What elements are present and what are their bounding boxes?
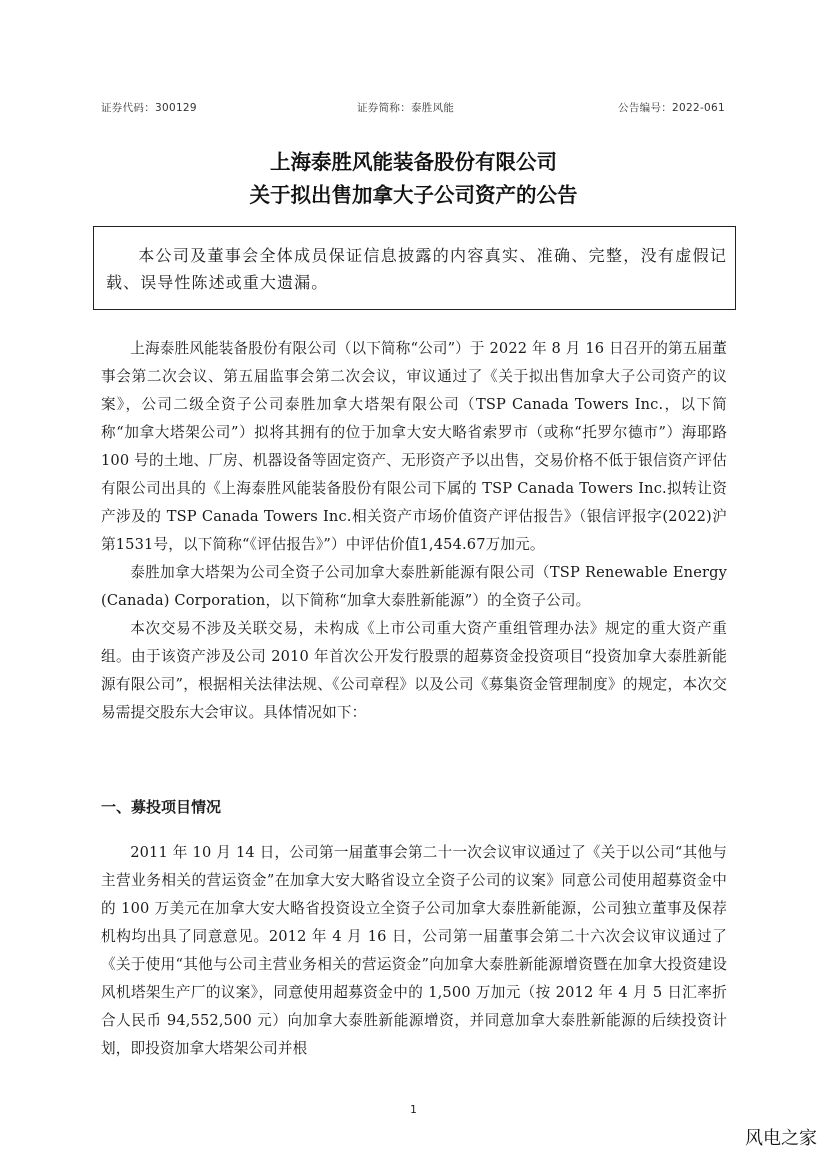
watermark: 风电之家	[745, 1128, 817, 1149]
paragraph: 2011 年 10 月 14 日，公司第一届董事会第二十一次会议审议通过了《关于以公司“其他与主营业务相关的营运资金”在加拿大安大略省设立全资子公司的议案》同意公司使用超募资金中的 100 万美元在加拿大安大略省投资设立全资子公司加拿大泰胜新能源，公司独立董事及保荐机构均出具了同意意见。2012 年 4 月 16 日，公司第一届董事会第二十六次会议审议通过了《关于使用“其他与公司主营业务相关的营运资金”向加拿大泰胜新能源增资暨在加拿大投资建设风机塔架生产厂的议案》，同意使用超募资金中的 1,500 万加元（按 2012 年 4 月 5 日汇率折合人民币 94,552,500 元）向加拿大泰胜新能源增资，并同意加拿大泰胜新能源的后续投资计划，即投资加拿大塔架公司并根	[101, 844, 727, 1057]
paragraph: 本次交易不涉及关联交易，未构成《上市公司重大资产重组管理办法》规定的重大资产重组。由于该资产涉及公司 2010 年首次公开发行股票的超募资金投资项目“投资加拿大泰胜新能源有限公司”，根据相关法律法规、《公司章程》以及公司《募集资金管理制度》的规定，本次交易需提交股东大会审议。具体情况如下：	[101, 620, 727, 721]
notice-number: 公告编号：2022-061	[618, 102, 725, 114]
paragraph: 泰胜加拿大塔架为公司全资子公司加拿大泰胜新能源有限公司（TSP Renewable Energy (Canada) Corporation，以下简称“加拿大泰胜新能源”）的全资子公司。	[101, 564, 727, 609]
notice-title: 关于拟出售加拿大子公司资产的公告	[249, 183, 578, 207]
paragraph: 上海泰胜风能装备股份有限公司（以下简称“公司”）于 2022 年 8 月 16 日召开的第五届董事会第二次会议、第五届监事会第二次会议，审议通过了《关于拟出售加拿大子公司资产的议案》，公司二级全资子公司泰胜加拿大塔架有限公司（TSP Canada Towers Inc.，以下简称“加拿大塔架公司”）拟将其拥有的位于加拿大安大略省索罗市（或称“托罗尔德市”）海耶路 100 号的土地、厂房、机器设备等固定资产、无形资产予以出售，交易价格不低于银信资产评估有限公司出具的《上海泰胜风能装备股份有限公司下属的 TSP Canada Towers Inc.拟转让资产涉及的 TSP Canada Towers Inc.相关资产市场价值资产评估报告》（银信评报字(2022)沪第1531号，以下简称“《评估报告》”）中评估价值1,454.67万加元。	[101, 340, 727, 553]
company-title: 上海泰胜风能装备股份有限公司	[270, 150, 557, 174]
section-heading: 一、募投项目情况	[101, 798, 222, 816]
intro-body	[101, 335, 727, 727]
section-body	[101, 839, 727, 1063]
page-number: 1	[410, 1104, 417, 1116]
disclosure-statement: 本公司及董事会全体成员保证信息披露的内容真实、准确、完整，没有虚假记载、误导性陈述或重大遗漏。	[106, 246, 727, 292]
stock-code: 证券代码：300129	[101, 102, 197, 114]
disclosure-statement-box	[93, 226, 736, 310]
stock-short-name: 证券简称：泰胜风能	[357, 102, 455, 114]
